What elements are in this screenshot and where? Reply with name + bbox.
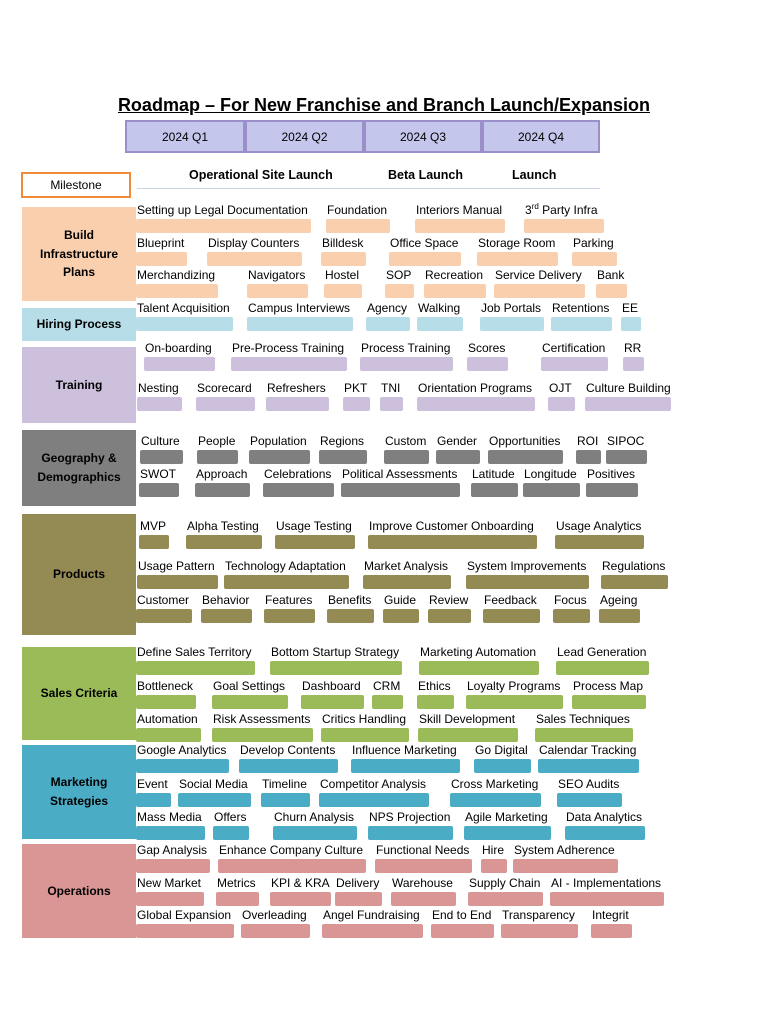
task-bar-celebrations xyxy=(263,483,334,497)
task-label-offers: Offers xyxy=(214,810,247,824)
task-label-population: Population xyxy=(250,434,307,448)
task-label-marketing-automation: Marketing Automation xyxy=(420,645,537,659)
task-bar-dashboard xyxy=(301,695,364,709)
category-geography xyxy=(22,430,136,506)
category-label: Operations xyxy=(47,883,111,898)
task-bar-positives xyxy=(586,483,638,497)
task-bar-process-map xyxy=(572,695,646,709)
task-label-warehouse: Warehouse xyxy=(392,876,453,890)
quarter-q3: 2024 Q3 xyxy=(364,120,482,153)
task-label-positives: Positives xyxy=(587,467,636,481)
task-bar-alpha-testing xyxy=(186,535,262,549)
task-label-process-training: Process Training xyxy=(361,341,451,355)
task-label-mvp: MVP xyxy=(140,519,167,533)
task-label-latitude: Latitude xyxy=(472,467,515,481)
task-label-google-analytics: Google Analytics xyxy=(137,743,227,757)
category-label: Products xyxy=(52,567,105,582)
task-bar-walking xyxy=(417,317,463,331)
task-label-bottleneck: Bottleneck xyxy=(137,679,194,693)
task-label-churn-analysis: Churn Analysis xyxy=(274,810,355,824)
task-bar-review xyxy=(428,609,471,623)
task-bar-regulations xyxy=(601,575,668,589)
task-label-social-media: Social Media xyxy=(179,777,248,791)
task-bar-focus xyxy=(553,609,590,623)
task-label-delivery: Delivery xyxy=(336,876,380,890)
task-bar-angel-fundraising xyxy=(322,924,423,938)
category-infrastructure xyxy=(22,207,136,301)
task-bar-retentions xyxy=(551,317,612,331)
task-bar-pkt xyxy=(343,397,370,411)
task-label-orientation-programs: Orientation Programs xyxy=(418,381,533,395)
task-bar-on-boarding xyxy=(144,357,215,371)
task-label-usage-analytics: Usage Analytics xyxy=(556,519,642,533)
task-bar-office-space xyxy=(389,252,461,266)
task-bar-longitude xyxy=(523,483,580,497)
task-bar-ageing xyxy=(599,609,640,623)
task-label-talent-acquisition: Talent Acquisition xyxy=(137,301,230,315)
task-bar-ai-implementations xyxy=(550,892,664,906)
task-label-billdesk: Billdesk xyxy=(322,236,364,250)
task-label-usage-pattern: Usage Pattern xyxy=(138,559,215,573)
category-label: Sales Criteria xyxy=(40,686,118,701)
category-label: Geography & Demographics xyxy=(37,451,121,484)
task-label-crm: CRM xyxy=(373,679,401,693)
task-label-technology-adaptation: Technology Adaptation xyxy=(225,559,346,573)
task-bar-talent-acquisition xyxy=(136,317,233,331)
task-label-new-market: New Market xyxy=(137,876,202,890)
task-bar-opportunities xyxy=(488,450,563,464)
task-bar-marketing-automation xyxy=(419,661,539,675)
task-bar-overleading xyxy=(241,924,310,938)
task-bar-political-assessments xyxy=(341,483,460,497)
task-bar-storage-room xyxy=(477,252,558,266)
task-label-metrics: Metrics xyxy=(217,876,256,890)
task-bar-orientation-programs xyxy=(417,397,535,411)
task-bar-risk-assessments xyxy=(212,728,313,742)
task-bar-nesting xyxy=(137,397,182,411)
task-label-merchandizing: Merchandizing xyxy=(137,268,216,282)
task-label-campus-interviews: Campus Interviews xyxy=(248,301,351,315)
task-label-automation: Automation xyxy=(137,712,198,726)
task-label-loyalty-programs: Loyalty Programs xyxy=(467,679,561,693)
task-label-tni: TNI xyxy=(381,381,401,395)
task-bar-hostel xyxy=(324,284,362,298)
task-bar-regions xyxy=(319,450,367,464)
task-bar-go-digital xyxy=(474,759,531,773)
task-bar-metrics xyxy=(216,892,259,906)
task-label-influence-marketing: Influence Marketing xyxy=(352,743,457,757)
task-bar-rr xyxy=(623,357,644,371)
task-label-nesting: Nesting xyxy=(138,381,179,395)
task-bar-bottleneck xyxy=(136,695,196,709)
task-bar-supply-chain xyxy=(468,892,543,906)
task-bar-cross-marketing xyxy=(450,793,541,807)
task-bar-improve-customer-onboarding xyxy=(368,535,537,549)
task-bar-service-delivery xyxy=(494,284,585,298)
quarter-q1: 2024 Q1 xyxy=(125,120,245,153)
task-label-ee: EE xyxy=(622,301,639,315)
task-bar-loyalty-programs xyxy=(466,695,563,709)
task-label-scorecard: Scorecard xyxy=(197,381,252,395)
task-bar-transparency xyxy=(501,924,578,938)
task-label-dashboard: Dashboard xyxy=(302,679,361,693)
category-hiring xyxy=(22,308,136,341)
task-label-skill-development: Skill Development xyxy=(419,712,516,726)
task-bar-sales-techniques xyxy=(535,728,633,742)
task-label-roi: ROI xyxy=(577,434,599,448)
task-label-regulations: Regulations xyxy=(602,559,666,573)
task-bar-gender xyxy=(436,450,480,464)
task-bar-campus-interviews xyxy=(247,317,353,331)
task-label-people: People xyxy=(198,434,236,448)
task-bar-system-improvements xyxy=(466,575,589,589)
task-label-features: Features xyxy=(265,593,313,607)
task-label-benefits: Benefits xyxy=(328,593,372,607)
task-label-usage-testing: Usage Testing xyxy=(276,519,352,533)
category-marketing xyxy=(22,745,136,839)
task-bar-culture-building xyxy=(585,397,671,411)
task-bar-agile-marketing xyxy=(464,826,551,840)
task-label-service-delivery: Service Delivery xyxy=(495,268,582,282)
task-bar-approach xyxy=(195,483,250,497)
task-bar-mvp xyxy=(139,535,169,549)
task-bar-goal-settings xyxy=(212,695,288,709)
task-label-sales-techniques: Sales Techniques xyxy=(536,712,630,726)
task-bar-interiors-manual xyxy=(415,219,505,233)
milestone-box: Milestone xyxy=(21,172,131,198)
task-bar-ojt xyxy=(548,397,575,411)
task-bar-customer xyxy=(136,609,192,623)
task-bar-process-training xyxy=(360,357,453,371)
task-label-supply-chain: Supply Chain xyxy=(469,876,541,890)
task-label-certification: Certification xyxy=(542,341,606,355)
category-sales xyxy=(22,647,136,740)
task-bar-feedback xyxy=(483,609,540,623)
milestone-line xyxy=(137,188,600,189)
task-label-regions: Regions xyxy=(320,434,365,448)
task-label-focus: Focus xyxy=(554,593,587,607)
task-label-setting-up-legal-documentation: Setting up Legal Documentation xyxy=(137,203,308,217)
task-label-improve-customer-onboarding: Improve Customer Onboarding xyxy=(369,519,534,533)
task-label-nps-projection: NPS Projection xyxy=(369,810,451,824)
task-bar-latitude xyxy=(471,483,518,497)
task-bar-foundation xyxy=(326,219,390,233)
task-bar-crm xyxy=(372,695,403,709)
category-training xyxy=(22,347,136,423)
task-label-define-sales-territory: Define Sales Territory xyxy=(137,645,252,659)
task-bar-blueprint xyxy=(136,252,187,266)
task-bar-navigators xyxy=(247,284,308,298)
task-bar-usage-pattern xyxy=(137,575,218,589)
task-label-pkt: PKT xyxy=(344,381,368,395)
task-label-review: Review xyxy=(429,593,469,607)
task-label-job-portals: Job Portals xyxy=(481,301,542,315)
task-label-hire: Hire xyxy=(482,843,505,857)
task-label-culture: Culture xyxy=(141,434,180,448)
task-bar-enhance-company-culture xyxy=(218,859,366,873)
task-bar-lead-generation xyxy=(556,661,649,675)
task-bar-roi xyxy=(576,450,601,464)
task-bar-data-analytics xyxy=(565,826,645,840)
task-bar-nps-projection xyxy=(368,826,453,840)
category-operations xyxy=(22,844,136,938)
quarter-q2: 2024 Q2 xyxy=(245,120,364,153)
category-label: Build Infrastructure Plans xyxy=(39,228,119,280)
task-label-behavior: Behavior xyxy=(202,593,250,607)
task-label-rr: RR xyxy=(624,341,642,355)
task-label-process-map: Process Map xyxy=(573,679,644,693)
task-label-approach: Approach xyxy=(196,467,248,481)
task-label-gender: Gender xyxy=(437,434,478,448)
task-label-on-boarding: On-boarding xyxy=(145,341,212,355)
task-label-alpha-testing: Alpha Testing xyxy=(187,519,259,533)
task-bar-pre-process-training xyxy=(231,357,347,371)
quarter-q4: 2024 Q4 xyxy=(482,120,600,153)
task-label-bank: Bank xyxy=(597,268,625,282)
task-label-end-to-end: End to End xyxy=(432,908,492,922)
task-bar-sipoc xyxy=(606,450,647,464)
task-label-political-assessments: Political Assessments xyxy=(342,467,458,481)
task-bar-mass-media xyxy=(136,826,205,840)
task-label-opportunities: Opportunities xyxy=(489,434,561,448)
task-bar-seo-audits xyxy=(557,793,622,807)
task-label-overleading: Overleading xyxy=(242,908,307,922)
milestone-launch: Launch xyxy=(512,168,557,182)
task-bar-offers xyxy=(213,826,249,840)
task-label-longitude: Longitude xyxy=(524,467,577,481)
task-label-develop-contents: Develop Contents xyxy=(240,743,336,757)
task-bar-sop xyxy=(385,284,414,298)
task-label-3rd-party-infra: 3rd Party Infra xyxy=(525,202,598,217)
task-label-agile-marketing: Agile Marketing xyxy=(465,810,548,824)
task-bar-system-adherence xyxy=(513,859,618,873)
task-bar-tni xyxy=(380,397,403,411)
category-label: Hiring Process xyxy=(36,317,122,332)
task-bar-global-expansion xyxy=(136,924,234,938)
task-label-walking: Walking xyxy=(418,301,461,315)
task-bar-ethics xyxy=(417,695,454,709)
task-label-risk-assessments: Risk Assessments xyxy=(213,712,311,726)
task-bar-billdesk xyxy=(321,252,366,266)
task-label-celebrations: Celebrations xyxy=(264,467,332,481)
category-products xyxy=(22,514,136,635)
task-label-office-space: Office Space xyxy=(390,236,459,250)
task-bar-bottom-startup-strategy xyxy=(270,661,402,675)
task-bar-custom xyxy=(384,450,429,464)
task-bar-recreation xyxy=(424,284,486,298)
task-bar-delivery xyxy=(335,892,382,906)
task-bar-kpi-and-kra xyxy=(270,892,331,906)
page-title: Roadmap – For New Franchise and Branch Launch/Expansion xyxy=(117,95,651,115)
task-bar-calendar-tracking xyxy=(538,759,639,773)
task-bar-competitor-analysis xyxy=(319,793,429,807)
task-bar-bank xyxy=(596,284,627,298)
task-label-seo-audits: SEO Audits xyxy=(558,777,620,791)
task-label-sipoc: SIPOC xyxy=(607,434,645,448)
task-bar-display-counters xyxy=(207,252,302,266)
task-bar-end-to-end xyxy=(431,924,494,938)
task-label-goal-settings: Goal Settings xyxy=(213,679,286,693)
task-label-data-analytics: Data Analytics xyxy=(566,810,643,824)
task-label-timeline: Timeline xyxy=(262,777,307,791)
task-bar-features xyxy=(264,609,315,623)
task-bar-skill-development xyxy=(418,728,518,742)
task-label-guide: Guide xyxy=(384,593,417,607)
task-label-retentions: Retentions xyxy=(552,301,610,315)
task-label-global-expansion: Global Expansion xyxy=(137,908,232,922)
task-bar-hire xyxy=(481,859,507,873)
task-label-market-analysis: Market Analysis xyxy=(364,559,449,573)
task-bar-gap-analysis xyxy=(136,859,210,873)
task-bar-population xyxy=(249,450,310,464)
milestone-beta-launch: Beta Launch xyxy=(388,168,464,182)
task-label-functional-needs: Functional Needs xyxy=(376,843,470,857)
task-label-display-counters: Display Counters xyxy=(208,236,300,250)
task-bar-refreshers xyxy=(266,397,329,411)
task-label-swot: SWOT xyxy=(140,467,176,481)
category-label: Training xyxy=(55,377,103,392)
task-label-system-improvements: System Improvements xyxy=(467,559,587,573)
task-label-angel-fundraising: Angel Fundraising xyxy=(323,908,420,922)
task-label-storage-room: Storage Room xyxy=(478,236,556,250)
task-label-pre-process-training: Pre-Process Training xyxy=(232,341,345,355)
task-label-cross-marketing: Cross Marketing xyxy=(451,777,539,791)
task-label-go-digital: Go Digital xyxy=(475,743,528,757)
task-label-parking: Parking xyxy=(573,236,614,250)
task-label-agency: Agency xyxy=(367,301,408,315)
task-label-competitor-analysis: Competitor Analysis xyxy=(320,777,427,791)
task-bar-ee xyxy=(621,317,641,331)
task-label-calendar-tracking: Calendar Tracking xyxy=(539,743,637,757)
task-label-culture-building: Culture Building xyxy=(586,381,671,395)
task-label-blueprint: Blueprint xyxy=(137,236,185,250)
task-bar-influence-marketing xyxy=(351,759,460,773)
task-label-customer: Customer xyxy=(137,593,190,607)
task-bar-automation xyxy=(136,728,201,742)
task-label-mass-media: Mass Media xyxy=(137,810,202,824)
task-label-bottom-startup-strategy: Bottom Startup Strategy xyxy=(271,645,400,659)
task-bar-culture xyxy=(140,450,183,464)
task-bar-scores xyxy=(467,357,508,371)
category-label: Marketing Strategies xyxy=(49,775,109,808)
task-label-ojt: OJT xyxy=(549,381,572,395)
task-bar-parking xyxy=(572,252,617,266)
task-label-scores: Scores xyxy=(468,341,506,355)
task-bar-certification xyxy=(541,357,608,371)
task-bar-usage-testing xyxy=(275,535,355,549)
task-label-gap-analysis: Gap Analysis xyxy=(137,843,208,857)
task-bar-define-sales-territory xyxy=(136,661,255,675)
task-bar-critics-handling xyxy=(321,728,409,742)
task-bar-guide xyxy=(383,609,419,623)
task-bar-integrit xyxy=(591,924,632,938)
task-label-feedback: Feedback xyxy=(484,593,537,607)
task-label-interiors-manual: Interiors Manual xyxy=(416,203,503,217)
task-bar-people xyxy=(197,450,238,464)
task-label-kpi-and-kra: KPI & KRA xyxy=(271,876,330,890)
task-bar-churn-analysis xyxy=(273,826,357,840)
task-label-custom: Custom xyxy=(385,434,427,448)
task-label-ethics: Ethics xyxy=(418,679,451,693)
milestone-operational-site-launch: Operational Site Launch xyxy=(189,168,333,182)
task-bar-3rd-party-infra xyxy=(524,219,604,233)
task-label-refreshers: Refreshers xyxy=(267,381,326,395)
task-label-event: Event xyxy=(137,777,168,791)
task-bar-scorecard xyxy=(196,397,255,411)
task-label-hostel: Hostel xyxy=(325,268,360,282)
task-label-sop: SOP xyxy=(386,268,412,282)
task-bar-benefits xyxy=(327,609,374,623)
task-bar-new-market xyxy=(136,892,204,906)
task-bar-warehouse xyxy=(391,892,456,906)
task-label-ai-implementations: AI - Implementations xyxy=(551,876,662,890)
task-label-system-adherence: System Adherence xyxy=(514,843,615,857)
task-bar-functional-needs xyxy=(375,859,472,873)
task-label-transparency: Transparency xyxy=(502,908,575,922)
task-bar-google-analytics xyxy=(136,759,229,773)
task-label-lead-generation: Lead Generation xyxy=(557,645,647,659)
task-bar-agency xyxy=(366,317,410,331)
task-bar-setting-up-legal-documentation xyxy=(136,219,311,233)
task-bar-swot xyxy=(139,483,179,497)
task-bar-behavior xyxy=(201,609,252,623)
task-label-enhance-company-culture: Enhance Company Culture xyxy=(219,843,364,857)
task-bar-market-analysis xyxy=(363,575,451,589)
task-bar-merchandizing xyxy=(136,284,218,298)
task-label-recreation: Recreation xyxy=(425,268,484,282)
task-bar-technology-adaptation xyxy=(224,575,349,589)
task-label-navigators: Navigators xyxy=(248,268,306,282)
task-bar-social-media xyxy=(178,793,251,807)
task-bar-event xyxy=(136,793,171,807)
task-label-ageing: Ageing xyxy=(600,593,638,607)
task-bar-job-portals xyxy=(480,317,544,331)
task-label-integrit: Integrit xyxy=(592,908,629,922)
task-label-critics-handling: Critics Handling xyxy=(322,712,407,726)
task-bar-develop-contents xyxy=(239,759,338,773)
task-bar-timeline xyxy=(261,793,310,807)
task-bar-usage-analytics xyxy=(555,535,644,549)
task-label-foundation: Foundation xyxy=(327,203,388,217)
